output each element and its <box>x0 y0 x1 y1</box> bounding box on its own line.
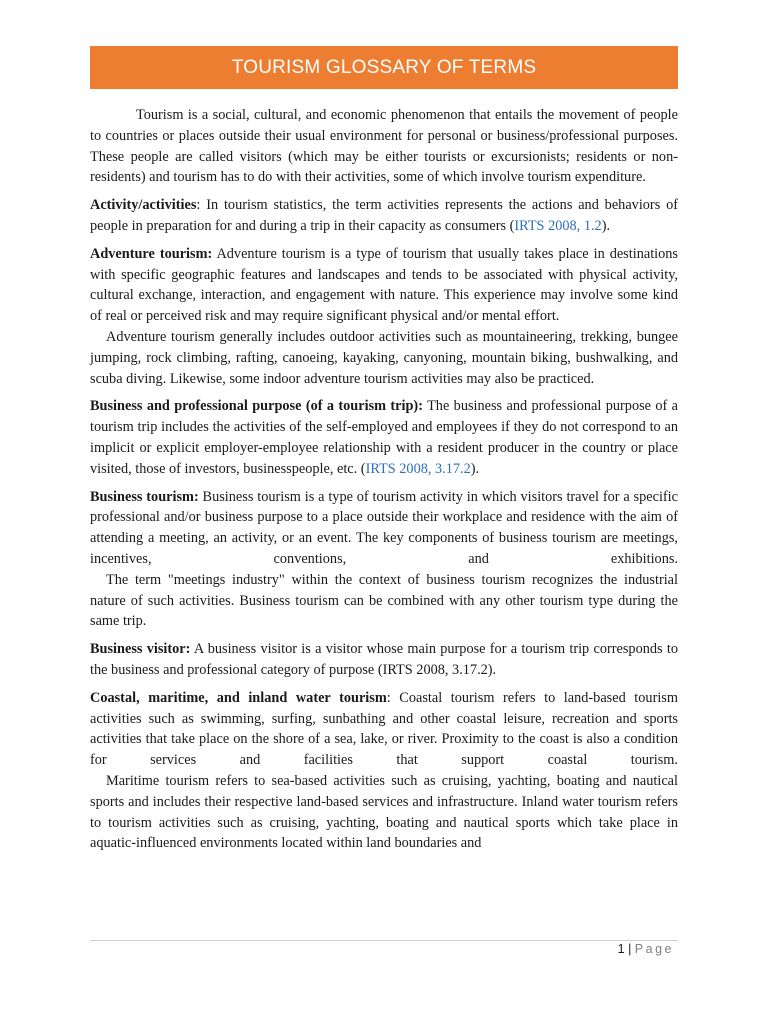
page-label: Page <box>634 942 674 956</box>
entry-text-end: ). <box>601 217 611 234</box>
entry-text: In tourism statistics, the term activities represents the actions and behaviors of people in preparation for and during a trip in their capacity as consumers ( <box>90 197 678 234</box>
page-title: TOURISM GLOSSARY OF TERMS <box>231 56 537 78</box>
entry-business-visitor <box>90 639 678 681</box>
entry-text-continued: The term "meetings industry" within the context of business tourism recognizes the industrial nature of such activities. Business tourism can be combined with any other tourism type during the same trip. <box>90 571 678 630</box>
entry-term: Business and professional purpose (of a tourism trip): <box>90 398 423 415</box>
entry-business-tourism <box>90 487 678 633</box>
entry-term: Adventure tourism: <box>90 245 213 262</box>
entry-text: Adventure tourism is a type of tourism that usually takes place in destinations with specific geographic features and landscapes and tends to be associated with physical activity, cultural exchange, interaction, and engagement with nature. This experience may involve some kind of real or perceived risk and may require significant physical and/or mental effort. <box>90 245 678 325</box>
entry-text: Business tourism is a type of tourism activity in which visitors travel for a specific professional and/or business purpose to a place outside their workplace and residence with the aim of attending a meeting, an activity, or an event. The key components of business tourism are meetings, incentives, conventions, and exhibitions. <box>90 488 678 567</box>
entry-text: The business and professional purpose of a tourism trip includes the activities of the self-employed and employees if they do not correspond to an implicit or explicit employer-employee relationship with a resident producer in the country or place visited, those of investors, businesspeople, etc. ( <box>90 398 678 477</box>
entry-adventure-tourism <box>90 244 678 390</box>
entry-business-purpose <box>90 396 678 479</box>
page-separator: | <box>628 942 632 956</box>
entry-term: Business visitor: <box>90 641 191 658</box>
entry-text-continued: Adventure tourism generally includes outdoor activities such as mountaineering, trekking, bungee jumping, rock climbing, rafting, canoeing, kayaking, canyoning, mountain biking, bushwalking, and scuba diving. Likewise, some indoor adventure tourism activities may also be practiced. <box>90 328 678 387</box>
entry-term: Business tourism: <box>90 488 199 505</box>
page-footer <box>618 942 674 956</box>
entry-activity <box>90 195 678 237</box>
title-banner <box>90 46 678 89</box>
entry-term: Activity/activities <box>90 197 197 214</box>
page-number: 1 <box>617 942 625 956</box>
footer-divider <box>90 940 678 941</box>
entry-term: Coastal, maritime, and inland water tourism <box>90 689 387 706</box>
entry-text-end: ). <box>470 460 480 477</box>
entry-coastal-tourism <box>90 688 678 854</box>
entry-text: A business visitor is a visitor whose main purpose for a tourism trip corresponds to the business and professional category of purpose (IRTS 2008, 3.17.2). <box>90 641 678 678</box>
entry-term-separator: : <box>196 197 201 214</box>
reference-link[interactable]: IRTS 2008, 3.17.2 <box>365 460 471 477</box>
entry-text-continued: Maritime tourism refers to sea-based activities such as cruising, yachting, boating and nautical sports and includes their respective land-based services and infrastructure. Inland water tourism refers to tourism activities such as cruising, yachting, boating and nautical sports which take place in aquatic-influenced environments located within land boundaries and <box>90 772 678 852</box>
entry-term-separator: : <box>386 689 391 706</box>
reference-link[interactable]: IRTS 2008, 1.2 <box>514 217 602 234</box>
document-body <box>90 105 678 861</box>
intro-paragraph: Tourism is a social, cultural, and economic phenomenon that entails the movement of people to countries or places outside their usual environment for personal or business/professional purposes. These people are called visitors (which may be either tourists or excursionists; residents or non-residents) and tourism has to do with their activities, some of which involve tourism expenditure. <box>90 107 678 186</box>
entry-text: Coastal tourism refers to land-based tourism activities such as swimming, surfing, sunbathing and other coastal leisure, recreation and sports activities that take place on the shore of a sea, lake, or river. Proximity to the coast is also a condition for services and facilities that support coastal tourism. <box>90 689 678 769</box>
